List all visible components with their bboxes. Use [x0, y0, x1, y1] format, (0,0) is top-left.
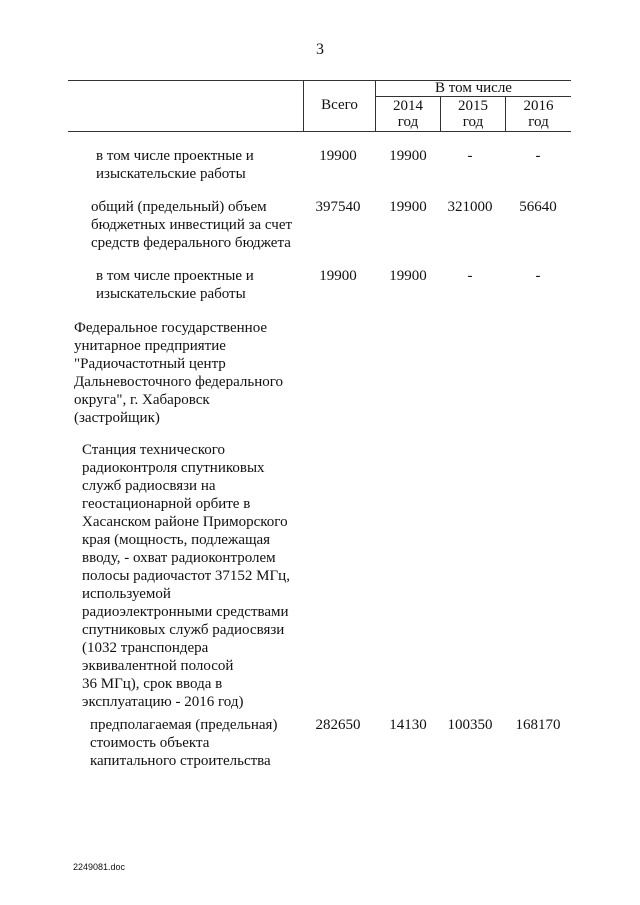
row-label: в том числе проектные и изыскательские работы	[96, 148, 254, 182]
row-total: 397540	[315, 199, 361, 215]
cost-row-2015: 100350	[447, 717, 493, 733]
row-2014: 19900	[389, 268, 427, 284]
row-2015: -	[467, 148, 473, 164]
footer-filename: 2249081.doc	[73, 862, 126, 872]
row-2014: 19900	[389, 148, 427, 164]
header-bottom-rule	[68, 131, 571, 132]
row-2015: 321000	[447, 199, 493, 215]
row-label: общий (предельный) объем бюджетных инвестиций за счет средств федерального бюджета	[91, 199, 293, 251]
row-2015: -	[467, 268, 473, 284]
row-2016: 56640	[519, 199, 557, 215]
header-including: В том числе	[435, 80, 512, 96]
row-2014: 19900	[389, 199, 427, 215]
header-subgroup-rule	[375, 96, 571, 97]
row-label: в том числе проектные и изыскательские работы	[96, 268, 254, 302]
page-number: 3	[316, 41, 324, 58]
header-total: Всего	[321, 97, 358, 113]
cost-row-label: предполагаемая (предельная) стоимость объекта капитального строительства	[90, 717, 278, 769]
cost-row-2014: 14130	[389, 717, 427, 733]
enterprise-name: Федеральное государственное унитарное предприятие "Радиочастотный центр Дальневосточного федерального округа", г. Хабаровск (застройщик)	[74, 320, 284, 426]
row-total: 19900	[319, 268, 357, 284]
station-description: Станция технического радиоконтроля спутниковых служб радиосвязи на геостационарной орбите в Хасанском районе Приморского края (мощность, подлежащая вводу, - охват радиоконтролем полосы радиочастот 37152 МГц, используемой радиоэлектронными средствами спутниковых служб радиосвязи (1032 транспондера эквивалентной полосой 36 МГц), срок ввода в эксплуатацию - 2016 год)	[82, 442, 290, 710]
cost-row-total: 282650	[315, 717, 361, 733]
row-total: 19900	[319, 148, 357, 164]
row-2016: -	[535, 268, 541, 284]
header-year-2015: 2015 год	[458, 98, 488, 130]
header-year-2016: 2016 год	[523, 98, 554, 130]
header-year-2014: 2014 год	[393, 98, 423, 130]
row-2016: -	[535, 148, 541, 164]
cost-row-2016: 168170	[515, 717, 561, 733]
